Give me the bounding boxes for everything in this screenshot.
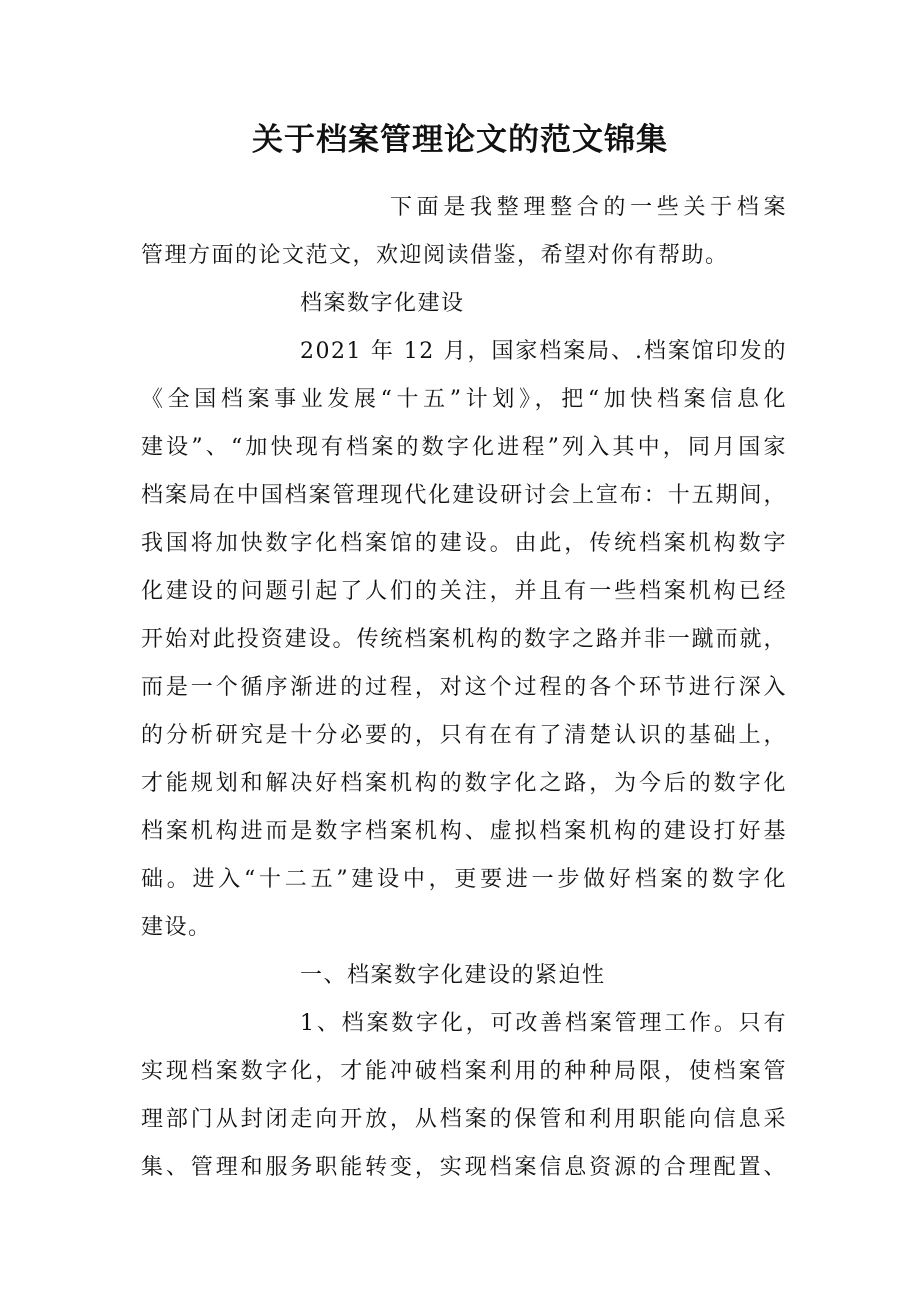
intro-line: 管理方面的论文范文，欢迎阅读借鉴，希望对你有帮助。	[141, 243, 729, 268]
paragraph-line: 的分析研究是十分必要的，只有在有了清楚认识的基础上，	[141, 723, 787, 748]
paragraph-line: 建设。	[141, 915, 212, 940]
paragraph-line: 我国将加快数字化档案馆的建设。由此，传统档案机构数字	[141, 531, 787, 556]
paragraph-line: 1、档案数字化，可改善档案管理工作。只有	[300, 1011, 787, 1036]
paragraph-line: 实现档案数字化，才能冲破档案利用的种种局限，使档案管	[141, 1059, 787, 1084]
document-title: 关于档案管理论文的范文锦集	[252, 122, 668, 158]
section-heading: 一、档案数字化建设的紧迫性	[300, 963, 606, 988]
paragraph-line: 而是一个循序渐进的过程，对这个过程的各个环节进行深入	[141, 675, 787, 700]
paragraph-line: 理部门从封闭走向开放，从档案的保管和利用职能向信息采	[141, 1107, 787, 1132]
section-title: 档案数字化建设	[300, 291, 465, 316]
paragraph-line: 档案局在中国档案管理现代化建设研讨会上宣布：十五期间，	[141, 483, 787, 508]
paragraph-line: 开始对此投资建设。传统档案机构的数字之路并非一蹴而就，	[141, 627, 787, 652]
paragraph-line: 化建设的问题引起了人们的关注，并且有一些档案机构已经	[141, 579, 787, 604]
intro-line: 下面是我整理整合的一些关于档案	[390, 195, 787, 220]
paragraph-line: 才能规划和解决好档案机构的数字化之路，为今后的数字化	[141, 771, 787, 796]
paragraph-line: 建设”、“加快现有档案的数字化进程”列入其中，同月国家	[141, 435, 787, 460]
paragraph-line: 础。进入“十二五”建设中，更要进一步做好档案的数字化	[141, 867, 787, 892]
paragraph-line: 《全国档案事业发展“十五”计划》，把“加快档案信息化	[141, 387, 787, 412]
paragraph-line: 2021 年 12 月，国家档案局、.档案馆印发的	[300, 339, 787, 364]
paragraph-line: 档案机构进而是数字档案机构、虚拟档案机构的建设打好基	[141, 819, 787, 844]
paragraph-line: 集、管理和服务职能转变，实现档案信息资源的合理配置、	[141, 1155, 787, 1180]
